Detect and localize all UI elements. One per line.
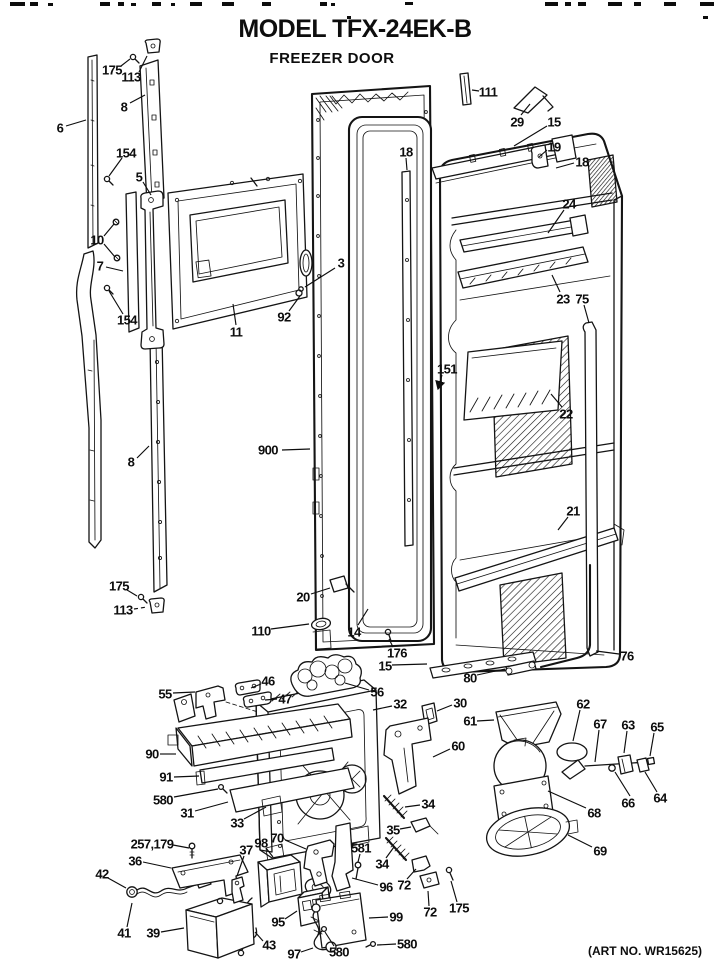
part-label: 66 <box>621 795 635 811</box>
leader-line <box>392 664 427 665</box>
part-label: 62 <box>576 696 590 712</box>
leader-line <box>282 449 310 450</box>
part-14-door-gasket <box>349 117 431 641</box>
part-29-bracket <box>514 87 553 113</box>
leader-line <box>174 789 218 797</box>
leader-line <box>369 917 388 918</box>
page-title: MODEL TFX-24EK-B <box>238 15 472 43</box>
part-22-insert-panel <box>464 341 562 420</box>
part-label: 99 <box>389 909 403 925</box>
part-label: 581 <box>351 840 371 856</box>
part-label: 76 <box>620 648 634 664</box>
part-label: 43 <box>262 937 276 953</box>
part-label: 22 <box>559 406 573 422</box>
leader-line <box>400 827 411 829</box>
part-label: 111 <box>478 84 498 100</box>
art-number: (ART NO. WR15625) <box>587 944 702 958</box>
screw-10-lower <box>114 255 120 261</box>
part-label: 68 <box>587 805 601 821</box>
screw-175-top <box>130 54 139 63</box>
part-label: 63 <box>621 717 635 733</box>
screw-175-dispenser <box>446 867 453 880</box>
part-label: 34 <box>375 856 389 872</box>
part-70-bracket <box>304 840 334 886</box>
part-label: 56 <box>370 684 384 700</box>
leader-line <box>548 791 586 808</box>
part-label: 14 <box>347 624 361 640</box>
part-label: 67 <box>593 716 607 732</box>
part-label: 3 <box>337 255 345 271</box>
leader-line <box>109 158 122 176</box>
part-label: 96 <box>379 879 393 895</box>
part-label: 36 <box>128 853 142 869</box>
part-label: 175 <box>449 900 469 916</box>
leader-line <box>615 772 630 796</box>
part-label: 32 <box>393 696 407 712</box>
screw-175-bottom <box>138 594 147 603</box>
part-69-drip-pan <box>482 801 578 863</box>
part-label: 42 <box>95 866 109 882</box>
leader-line <box>285 911 297 919</box>
cap-113-top <box>145 39 160 53</box>
part-label: 20 <box>296 589 310 605</box>
part-62-seal <box>557 743 587 761</box>
part-72-cap-lower <box>420 872 439 888</box>
leader-line <box>595 730 599 762</box>
part-label: 39 <box>146 925 160 941</box>
part-label: 41 <box>117 925 131 941</box>
screw-154-top <box>104 176 113 185</box>
part-55-bracket <box>174 686 225 722</box>
part-label: 15 <box>547 114 561 130</box>
part-label: 151 <box>437 361 457 377</box>
part-label: 55 <box>158 686 172 702</box>
part-5-handle <box>141 191 164 349</box>
part-35-latch <box>411 818 438 834</box>
part-label: 257,179 <box>130 836 174 852</box>
leader-line <box>301 948 313 952</box>
part-label: 23 <box>556 291 570 307</box>
part-label: 10 <box>90 232 104 248</box>
leader-line <box>174 776 199 777</box>
part-7-handle-trim <box>126 192 139 332</box>
part-label: 37 <box>239 842 253 858</box>
part-label: 98 <box>254 835 268 851</box>
leader-line <box>573 710 580 741</box>
part-label: 95 <box>271 914 285 930</box>
part-63-coupling <box>618 755 633 774</box>
part-label: 61 <box>463 713 477 729</box>
screw-580-tray <box>219 785 227 793</box>
part-label: 19 <box>547 139 561 155</box>
part-label: 15 <box>378 658 392 674</box>
part-42-grommet <box>127 887 137 897</box>
part-label: 21 <box>566 503 580 519</box>
leader-line <box>624 731 627 753</box>
part-label: 900 <box>258 442 278 458</box>
part-65-nut <box>648 758 655 765</box>
part-label: 80 <box>463 670 477 686</box>
leader-line <box>104 244 115 257</box>
leader-line <box>437 705 452 711</box>
leader-line <box>106 267 123 271</box>
part-98-solenoid <box>258 855 302 907</box>
part-46-plate <box>235 680 260 695</box>
part-label: 47 <box>278 691 292 707</box>
part-label: 8 <box>120 99 128 115</box>
leader-line <box>108 878 126 888</box>
leader-line <box>173 692 195 693</box>
leader-line <box>127 903 132 927</box>
part-label: 35 <box>386 822 400 838</box>
part-34-spring-lower <box>386 837 409 860</box>
screw-10-upper <box>113 219 119 225</box>
part-60-bracket <box>384 718 431 794</box>
part-66-washer <box>609 765 615 771</box>
leader-line <box>161 928 184 932</box>
screw-581 <box>355 862 361 879</box>
part-label: 64 <box>653 790 667 806</box>
part-99-control-board <box>316 891 366 948</box>
part-label: 72 <box>397 877 411 893</box>
page-subtitle: FREEZER DOOR <box>269 50 395 67</box>
part-label: 33 <box>230 815 244 831</box>
part-label: 113 <box>113 602 133 618</box>
part-label: 97 <box>287 946 301 962</box>
part-39-box <box>186 898 254 958</box>
part-111-spacer <box>460 73 471 105</box>
leader-line <box>451 881 457 902</box>
part-label: 580 <box>153 792 173 808</box>
part-label: 175 <box>109 578 129 594</box>
part-label: 90 <box>145 746 159 762</box>
part-label: 6 <box>56 120 64 136</box>
part-label: 72 <box>423 904 437 920</box>
leader-line <box>645 772 657 792</box>
leader-line <box>173 845 189 848</box>
part-label: 29 <box>510 114 524 130</box>
part-label: 11 <box>229 324 243 340</box>
part-34-spring-upper <box>384 795 407 818</box>
leader-line <box>405 805 420 807</box>
leader-line <box>137 446 149 458</box>
part-label: 154 <box>116 145 136 161</box>
part-label: 154 <box>117 312 137 328</box>
leader-line <box>134 607 147 609</box>
leader-line <box>66 120 86 126</box>
part-label: 8 <box>127 454 135 470</box>
part-label: 46 <box>261 673 275 689</box>
leader-line <box>121 59 130 66</box>
screw-257-179 <box>189 843 195 858</box>
part-label: 176 <box>387 645 407 661</box>
part-label: 31 <box>180 805 194 821</box>
part-37-clip <box>232 877 244 903</box>
part-label: 92 <box>277 309 291 325</box>
leader-line <box>104 224 114 236</box>
part-label: 113 <box>121 69 141 85</box>
leader-line <box>352 878 378 885</box>
leader-line <box>650 733 654 756</box>
leader-line <box>377 944 396 945</box>
leader-line <box>271 624 309 629</box>
part-label: 60 <box>451 738 465 754</box>
part-label: 34 <box>421 796 435 812</box>
part-label: 75 <box>575 291 589 307</box>
part-11-recess-panel <box>168 174 307 329</box>
part-label: 30 <box>453 695 467 711</box>
leader-line <box>568 835 592 847</box>
part-label: 110 <box>251 623 271 639</box>
part-label: 7 <box>96 258 104 274</box>
part-label: 580 <box>329 944 349 960</box>
part-label: 580 <box>397 936 417 952</box>
leader-line <box>143 862 171 868</box>
leader-line <box>477 720 494 721</box>
leader-line <box>109 291 123 314</box>
part-label: 18 <box>399 144 413 160</box>
part-8-trim-strip-lower <box>150 335 167 592</box>
leader-line <box>195 802 228 811</box>
part-label: 65 <box>650 719 664 735</box>
part-6-side-trim <box>77 55 101 548</box>
cap-113-bottom <box>149 598 164 613</box>
part-label: 18 <box>575 154 589 170</box>
part-label: 69 <box>593 843 607 859</box>
part-label: 5 <box>135 169 143 185</box>
screw-154-bottom <box>104 285 113 294</box>
part-label: 24 <box>562 196 576 212</box>
leader-line <box>433 749 450 757</box>
part-67-blade <box>562 760 648 779</box>
part-label: 70 <box>270 830 284 846</box>
screw-580-right <box>366 942 375 947</box>
part-label: 91 <box>159 769 173 785</box>
part-label: 175 <box>102 62 122 78</box>
